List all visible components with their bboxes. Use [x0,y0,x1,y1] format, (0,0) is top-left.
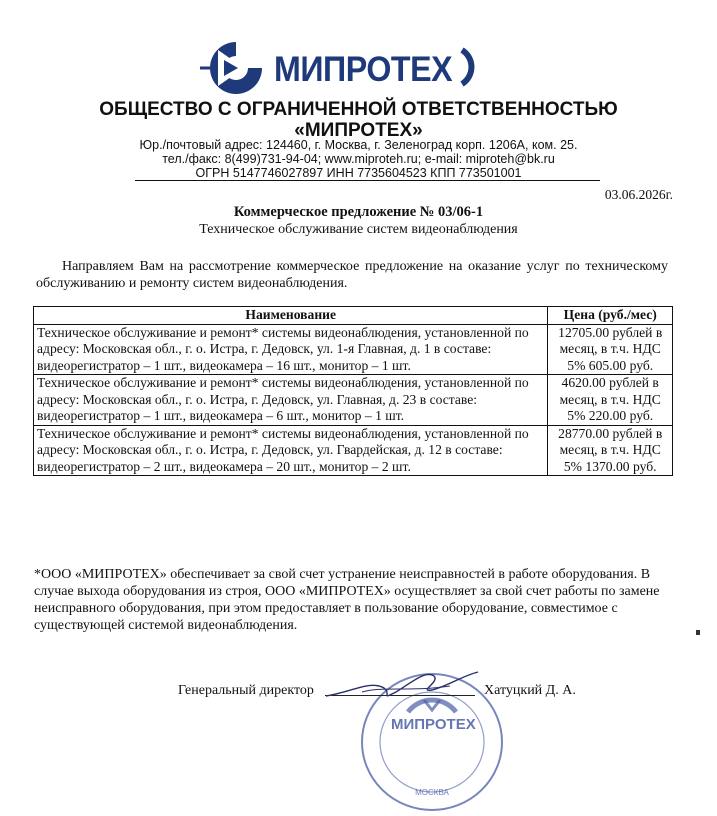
stamp-company-text: МИПРОТЕХ [391,716,476,733]
table-row [34,425,673,476]
handwritten-signature-icon [322,662,482,704]
company-contacts: тел./факс: 8(499)731-94-04; www.miproteh.ru; e-mail: miproteh@bk.ru [162,152,555,166]
offer-table [33,306,673,476]
column-header-name: Наименование [34,307,548,325]
price-cell: 28770.00 рублей в месяц, в т.ч. НДС 5% 1370.00 руб. [548,425,673,476]
company-registry: ОГРН 5147746027897 ИНН 7735604523 КПП 773501001 [195,166,522,180]
table-row [34,375,673,426]
service-name-cell: Техническое обслуживание и ремонт* системы видеонаблюдения, установленной по адресу: Московская обл., г. о. Истра, г. Дедовск, ул. Главная, д. 23 в составе: видеорегистратор – 1 шт., видеокамера – 6 шт., монитор – 1 шт. [34,375,548,426]
document-subtitle: Техническое обслуживание систем видеонаблюдения [199,222,518,237]
price-cell: 12705.00 рублей в месяц, в т.ч. НДС 5% 605.00 руб. [548,324,673,375]
logo-text: МИПРОТЕХ [274,50,453,89]
stamp-city-text: МОСКВА [415,788,449,797]
scan-mark [696,630,700,635]
company-name-line2: «МИПРОТЕХ» [294,120,423,141]
document-title: Коммерческое предложение № 03/06-1 [233,204,484,220]
document-date: 03.06.2026г. [604,187,673,202]
column-header-price: Цена (руб./мес) [548,307,673,325]
logo-emblem-icon [196,38,276,96]
signatory-name: Хатуцкий Д. А. [484,683,576,698]
table-row [34,324,673,375]
logo-arc-icon [458,46,486,88]
company-logo [196,38,496,96]
intro-paragraph: Направляем Вам на рассмотрение коммерческое предложение на оказание услуг по техническому обслуживанию и ремонту систем видеонаблюдения. [36,259,668,291]
company-name-line1: ОБЩЕСТВО С ОГРАНИЧЕННОЙ ОТВЕТСТВЕННОСТЬЮ [99,99,618,120]
price-cell: 4620.00 рублей в месяц, в т.ч. НДС 5% 220.00 руб. [548,375,673,426]
footnote-paragraph: *ООО «МИПРОТЕХ» обеспечивает за свой счет устранение неисправностей в работе оборудования. В случае выхода оборудования из строя, ООО «МИПРОТЕХ» осуществляет за свой счет работы по замене неисправного оборудования, при этом предоставляет в пользование оборудование, совместимое с существующей системой видеонаблюдения. [34,567,660,633]
signatory-position: Генеральный директор [178,683,314,698]
header-divider [135,180,600,181]
service-name-cell: Техническое обслуживание и ремонт* системы видеонаблюдения, установленной по адресу: Московская обл., г. о. Истра, г. Дедовск, ул. Гвардейская, д. 12 в составе: видеорегистратор – 2 шт., видеокамера – 20 шт., монитор – 2 шт. [34,425,548,476]
table-header-row [34,307,673,325]
service-name-cell: Техническое обслуживание и ремонт* системы видеонаблюдения, установленной по адресу: Московская обл., г. о. Истра, г. Дедовск, ул. 1-я Главная, д. 1 в составе: видеорегистратор – 1 шт., видеокамера – 16 шт., монитор – 1 шт. [34,324,548,375]
company-address: Юр./почтовый адрес: 124460, г. Москва, г. Зеленоград корп. 1206А, ком. 25. [139,138,578,152]
